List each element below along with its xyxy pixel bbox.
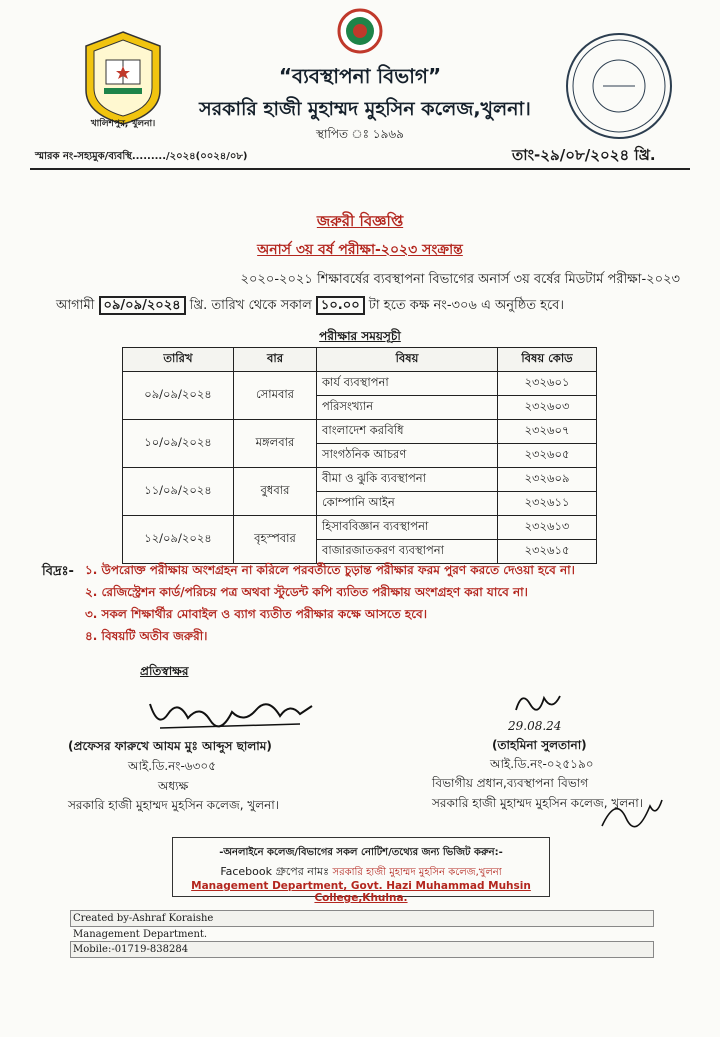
note-item: ২. রেজিস্ট্রেশন কার্ড/পরিচয় পত্র অথবা স্টুডেন্ট কপি ব্যতিত পরীক্ষায় অংশগ্রহণ করা যাবে না।	[85, 585, 528, 599]
college-seal-icon	[82, 30, 164, 126]
exam-start-date: ০৯/০৯/২০২৪	[99, 296, 186, 315]
subject-cell: হিসাববিজ্ঞান ব্যবস্থাপনা	[317, 516, 498, 540]
note-item: ৪. বিষয়টি অতীব জরুরী।	[85, 629, 208, 643]
facebook-prefix: Facebook গ্রুপের নামঃ	[220, 865, 330, 878]
subject-code-cell: ২৩২৬০৭	[498, 420, 597, 444]
schedule-heading: পরীক্ষার সময়সূচী	[319, 329, 401, 343]
exam-date-cell: ১০/০৯/২০২৪	[123, 420, 234, 468]
government-emblem-icon	[337, 8, 383, 54]
subject-code-cell: ২৩২৬০৯	[498, 468, 597, 492]
subject-code-cell: ২৩২৬১১	[498, 492, 597, 516]
facebook-group-name: সরকারি হাজী মুহাম্মদ মুহসিন কলেজ,খুলনা	[332, 867, 502, 878]
exam-date-cell: ১১/০৯/২০২৪	[123, 468, 234, 516]
principal-id: আই.ডি.নং-৬৩০৫	[128, 759, 216, 773]
exam-day-cell: বুধবার	[234, 468, 317, 516]
department-title: “ব্যবস্থাপনা বিভাগ”	[278, 64, 442, 88]
column-header-subject: বিষয়	[317, 348, 498, 372]
principal-name: (প্রফেসর ফারুখে আযম মুঃ আব্দুস ছালাম)	[68, 739, 272, 753]
table-row	[123, 372, 597, 396]
subject-cell: পরিসংখ্যান	[317, 396, 498, 420]
exam-day-cell: বৃহস্পবার	[234, 516, 317, 564]
header-divider	[30, 168, 690, 170]
column-header-date: তারিখ	[123, 348, 234, 372]
subject-code-cell: ২৩২৬১৩	[498, 516, 597, 540]
management-department-link[interactable]: Management Department, Govt. Hazi Muhammad Muhsin College,Khulna.	[191, 880, 531, 904]
principal-college: সরকারি হাজী মুহাম্মদ মুহসিন কলেজ, খুলনা।	[68, 798, 280, 812]
notice-title: জরুরী বিজ্ঞপ্তি	[316, 212, 404, 230]
department-seal-icon	[563, 30, 675, 142]
notice-date: তাং-২৯/০৮/২০২৪ খ্রি.	[512, 146, 656, 164]
exam-date-cell: ১২/০৯/২০২৪	[123, 516, 234, 564]
subject-code-cell: ২৩২৬০৫	[498, 444, 597, 468]
column-header-day: বার	[234, 348, 317, 372]
principal-title: অধ্যক্ষ	[158, 779, 189, 793]
notes-label: বিদ্রঃ-	[42, 564, 74, 579]
table-header-row	[123, 348, 597, 372]
head-title: বিভাগীয় প্রধান,ব্যবস্থাপনা বিভাগ	[432, 776, 589, 790]
subject-cell: বাজারজাতকরণ ব্যবস্থাপনা	[317, 540, 498, 564]
exam-date-cell: ০৯/০৯/২০২৪	[123, 372, 234, 420]
head-name: (তাহমিনা সুলতানা)	[492, 738, 587, 752]
principal-signature-icon	[140, 684, 320, 736]
notice-body-line-2	[56, 296, 686, 317]
subject-cell: কার্য ব্যবস্থাপনা	[317, 372, 498, 396]
online-visit-note: -অনলাইনে কলেজ/বিভাগের সকল নোটিশ/তথ্যের জন্য ভিজিট করুন:-	[219, 847, 503, 858]
established-year: স্থাপিত ঃ ১৯৬৯	[316, 127, 404, 141]
note-item: ৩. সকল শিক্ষার্থীর মোবাইল ও ব্যাগ ব্যতীত পরীক্ষার কক্ষে আসতে হবে।	[85, 607, 427, 621]
notice-body-line-1: ২০২০-২০২১ শিক্ষাবর্ষের ব্যবস্থাপনা বিভাগের অনার্স ৩য় বর্ষের মিডটার্ম পরীক্ষা-২০২৩	[240, 272, 680, 287]
exam-day-cell: সোমবার	[234, 372, 317, 420]
line2-suffix: টা হতে কক্ষ নং-৩০৬ এ অনুষ্ঠিত হবে।	[368, 298, 565, 313]
table-row	[123, 420, 597, 444]
handwritten-initials-icon	[596, 788, 666, 838]
schedule-table	[122, 347, 597, 564]
head-college: সরকারি হাজী মুহাম্মদ মুহসিন কলেজ, খুলনা।	[432, 796, 644, 810]
subject-code-cell: ২৩২৬১৫	[498, 540, 597, 564]
footer-mobile: Mobile:-01719-838284	[70, 941, 654, 958]
online-info-box	[172, 837, 550, 904]
line2-middle: খ্রি. তারিখ থেকে সকাল	[189, 298, 312, 313]
exam-subject: অনার্স ৩য় বর্ষ পরীক্ষা-২০২৩ সংক্রান্ত	[257, 242, 463, 258]
footer-department: Management Department.	[73, 929, 208, 940]
signature-date: 29.08.24	[508, 719, 562, 733]
table-row	[123, 516, 597, 540]
left-seal-caption: খালিশপুর, খুলনা।	[90, 119, 156, 129]
subject-code-cell: ২৩২৬০১	[498, 372, 597, 396]
subject-code-cell: ২৩২৬০৩	[498, 396, 597, 420]
head-id: আই.ডি.নং-০২৫১৯০	[490, 757, 594, 771]
footer-created-by: Created by-Ashraf Koraishe	[70, 910, 654, 927]
head-signature-icon	[508, 686, 568, 718]
subject-cell: বাংলাদেশ করবিধি	[317, 420, 498, 444]
counter-sign-label: প্রতিস্বাক্ষর	[140, 664, 189, 678]
note-item: ১. উপরোক্ত পরীক্ষায় অংশগ্রহন না করিলে পরবর্তীতে চুড়ান্ত পরীক্ষার ফরম পুরণ করতে দেওয়া হবে না।	[85, 563, 575, 577]
column-header-code: বিষয় কোড	[498, 348, 597, 372]
memo-number: স্মারক নং-সহ্যমুক/ব্যবস্থি........./২০২৪(০০২৪/০৮)	[35, 151, 248, 162]
exam-start-time: ১০.০০	[316, 296, 365, 315]
line2-prefix: আগামী	[56, 298, 95, 313]
table-row	[123, 468, 597, 492]
subject-cell: বীমা ও ঝুকি ব্যবস্থাপনা	[317, 468, 498, 492]
exam-day-cell: মঙ্গলবার	[234, 420, 317, 468]
subject-cell: কোম্পানি আইন	[317, 492, 498, 516]
college-title: সরকারি হাজী মুহাম্মদ মুহসিন কলেজ,খুলনা।	[199, 98, 531, 120]
subject-cell: সাংগঠনিক আচরণ	[317, 444, 498, 468]
